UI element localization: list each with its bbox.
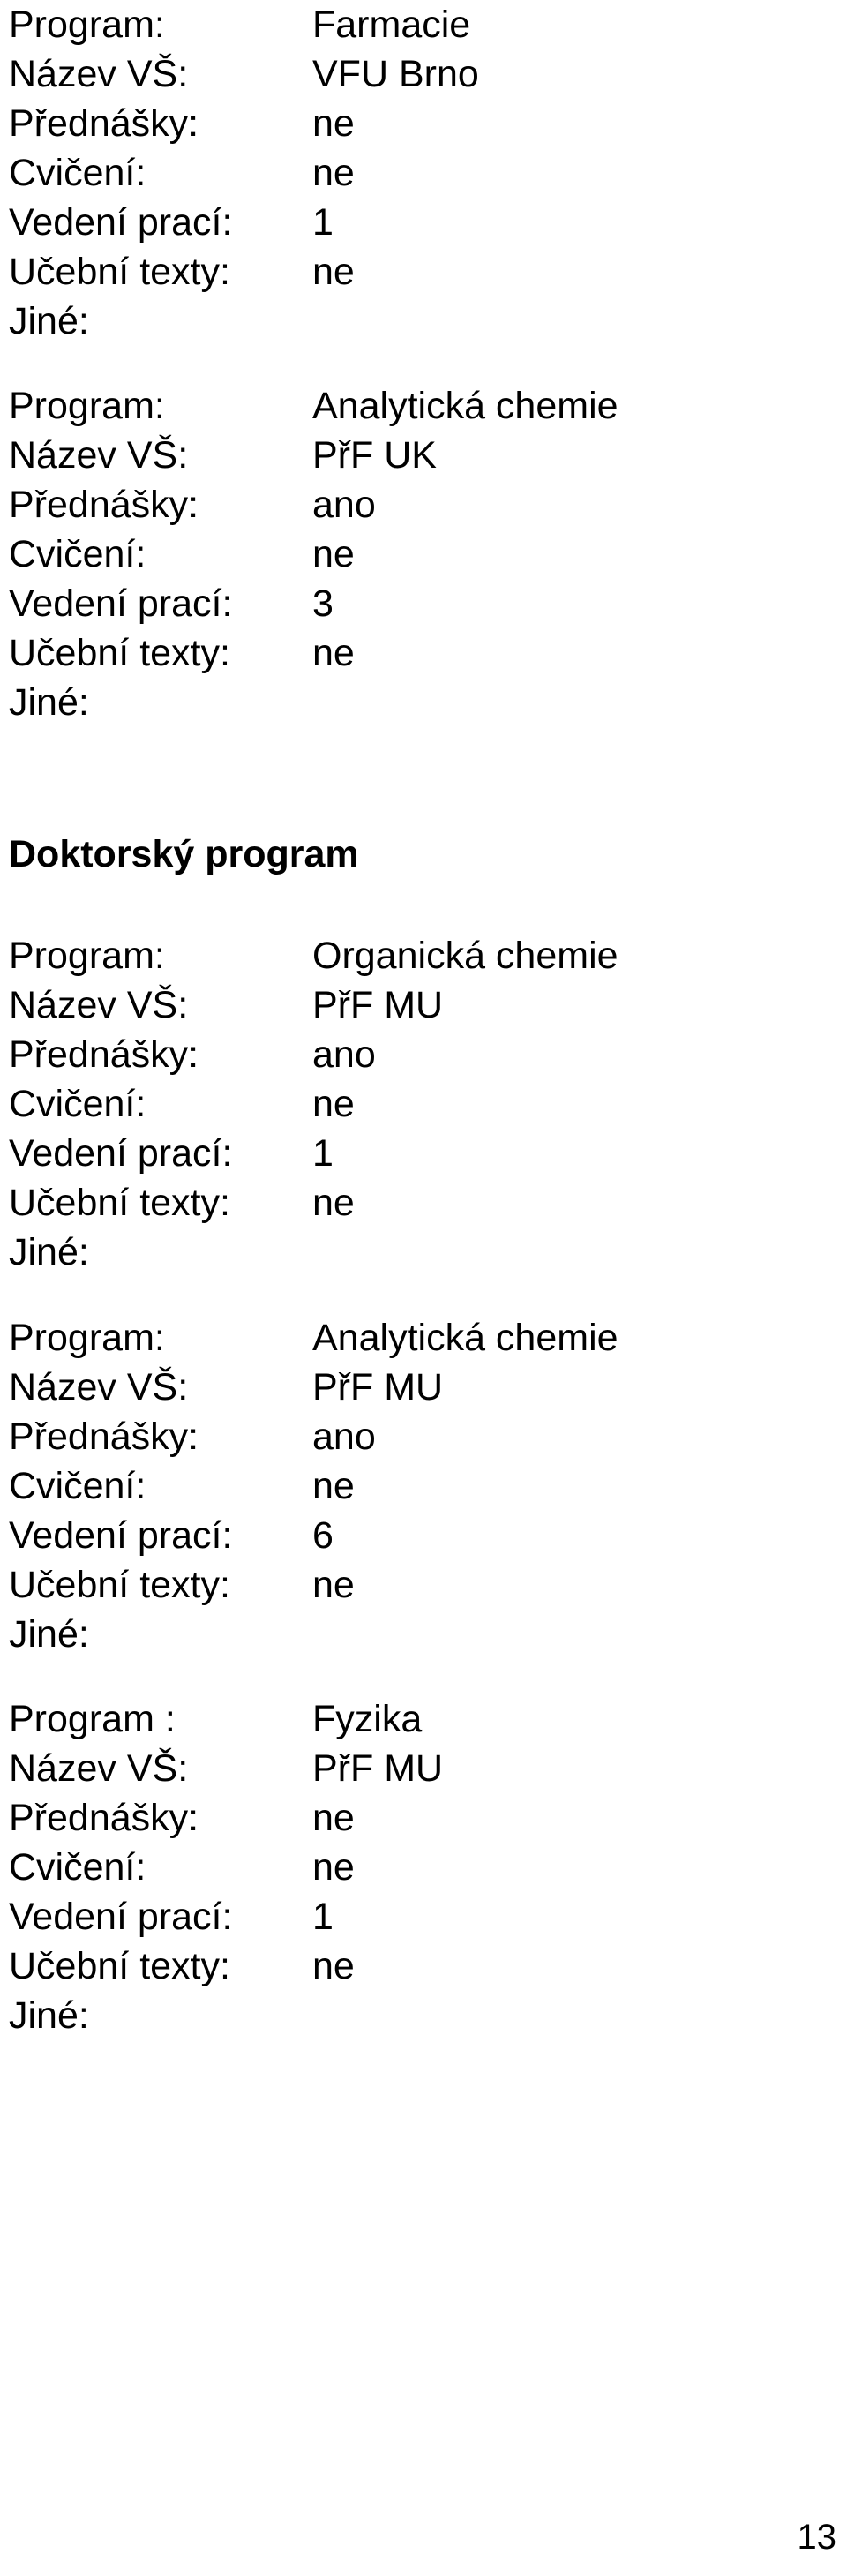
program-row xyxy=(9,1694,803,1744)
exercises-row xyxy=(9,1843,803,1892)
other-row xyxy=(9,297,803,346)
program-value: Analytická chemie xyxy=(312,385,618,427)
school-label: Název VŠ: xyxy=(9,434,189,477)
lectures-value: ne xyxy=(312,102,355,145)
exercises-label: Cvičení: xyxy=(9,533,146,575)
program-label: Program : xyxy=(9,1698,176,1740)
page-number: 13 xyxy=(797,2518,836,2557)
exercises-row xyxy=(9,529,803,579)
other-row xyxy=(9,678,803,727)
program-label: Program: xyxy=(9,385,165,427)
program-record-analyticka-chemie-mu xyxy=(9,1313,803,1659)
school-label: Název VŠ: xyxy=(9,53,189,95)
school-label: Název VŠ: xyxy=(9,1366,189,1408)
texts-row xyxy=(9,1941,803,1991)
theses-row xyxy=(9,1511,803,1560)
exercises-label: Cvičení: xyxy=(9,1846,146,1889)
lectures-value: ano xyxy=(312,1416,376,1458)
theses-label: Vedení prací: xyxy=(9,1132,233,1175)
section-heading: Doktorský program xyxy=(9,833,359,875)
texts-value: ne xyxy=(312,251,355,293)
texts-value: ne xyxy=(312,632,355,674)
program-record-organicka-chemie xyxy=(9,931,803,1277)
school-row xyxy=(9,49,803,99)
other-label: Jiné: xyxy=(9,1994,89,2037)
exercises-value: ne xyxy=(312,1846,355,1889)
texts-row xyxy=(9,628,803,678)
texts-value: ne xyxy=(312,1564,355,1606)
school-value: PřF MU xyxy=(312,1366,444,1408)
school-row xyxy=(9,1744,803,1793)
texts-row xyxy=(9,1178,803,1228)
school-value: PřF MU xyxy=(312,1747,444,1790)
program-row xyxy=(9,381,803,431)
lectures-label: Přednášky: xyxy=(9,1797,199,1839)
theses-label: Vedení prací: xyxy=(9,1514,233,1557)
program-record-analyticka-chemie-uk xyxy=(9,381,803,727)
lectures-row xyxy=(9,1412,803,1461)
texts-label: Učební texty: xyxy=(9,251,230,293)
texts-value: ne xyxy=(312,1182,355,1224)
school-row xyxy=(9,980,803,1030)
program-row xyxy=(9,931,803,980)
program-value: Fyzika xyxy=(312,1698,423,1740)
theses-label: Vedení prací: xyxy=(9,582,233,625)
school-value: PřF UK xyxy=(312,434,437,477)
exercises-value: ne xyxy=(312,1083,355,1125)
program-row xyxy=(9,0,803,49)
other-label: Jiné: xyxy=(9,1231,89,1273)
other-row xyxy=(9,1228,803,1277)
theses-row xyxy=(9,1892,803,1941)
theses-value: 1 xyxy=(312,1132,334,1175)
school-value: PřF MU xyxy=(312,984,444,1026)
school-row xyxy=(9,431,803,480)
program-value: Farmacie xyxy=(312,4,471,46)
theses-row xyxy=(9,579,803,628)
theses-row xyxy=(9,198,803,247)
lectures-row xyxy=(9,1793,803,1843)
lectures-row xyxy=(9,99,803,148)
lectures-label: Přednášky: xyxy=(9,102,199,145)
texts-label: Učební texty: xyxy=(9,632,230,674)
lectures-label: Přednášky: xyxy=(9,1033,199,1076)
school-label: Název VŠ: xyxy=(9,984,189,1026)
other-row xyxy=(9,1610,803,1659)
program-value: Analytická chemie xyxy=(312,1317,618,1359)
program-label: Program: xyxy=(9,935,165,977)
other-label: Jiné: xyxy=(9,681,89,724)
exercises-value: ne xyxy=(312,1465,355,1507)
lectures-label: Přednášky: xyxy=(9,484,199,526)
program-label: Program: xyxy=(9,4,165,46)
lectures-value: ano xyxy=(312,1033,376,1076)
theses-label: Vedení prací: xyxy=(9,201,233,244)
exercises-value: ne xyxy=(312,533,355,575)
theses-row xyxy=(9,1129,803,1178)
texts-row xyxy=(9,247,803,297)
school-value: VFU Brno xyxy=(312,53,479,95)
program-record-fyzika xyxy=(9,1694,803,2040)
theses-label: Vedení prací: xyxy=(9,1896,233,1938)
other-row xyxy=(9,1991,803,2040)
theses-value: 1 xyxy=(312,201,334,244)
texts-value: ne xyxy=(312,1945,355,1987)
other-label: Jiné: xyxy=(9,300,89,342)
theses-value: 3 xyxy=(312,582,334,625)
exercises-label: Cvičení: xyxy=(9,1465,146,1507)
lectures-value: ne xyxy=(312,1797,355,1839)
program-value: Organická chemie xyxy=(312,935,618,977)
exercises-label: Cvičení: xyxy=(9,152,146,194)
lectures-row xyxy=(9,480,803,529)
exercises-row xyxy=(9,1079,803,1129)
lectures-row xyxy=(9,1030,803,1079)
exercises-label: Cvičení: xyxy=(9,1083,146,1125)
program-row xyxy=(9,1313,803,1363)
program-label: Program: xyxy=(9,1317,165,1359)
exercises-value: ne xyxy=(312,152,355,194)
exercises-row xyxy=(9,148,803,198)
lectures-label: Přednášky: xyxy=(9,1416,199,1458)
texts-row xyxy=(9,1560,803,1610)
texts-label: Učební texty: xyxy=(9,1945,230,1987)
theses-value: 1 xyxy=(312,1896,334,1938)
other-label: Jiné: xyxy=(9,1613,89,1656)
theses-value: 6 xyxy=(312,1514,334,1557)
program-record-farmacie xyxy=(9,0,803,346)
texts-label: Učební texty: xyxy=(9,1182,230,1224)
lectures-value: ano xyxy=(312,484,376,526)
school-label: Název VŠ: xyxy=(9,1747,189,1790)
exercises-row xyxy=(9,1461,803,1511)
texts-label: Učební texty: xyxy=(9,1564,230,1606)
school-row xyxy=(9,1363,803,1412)
